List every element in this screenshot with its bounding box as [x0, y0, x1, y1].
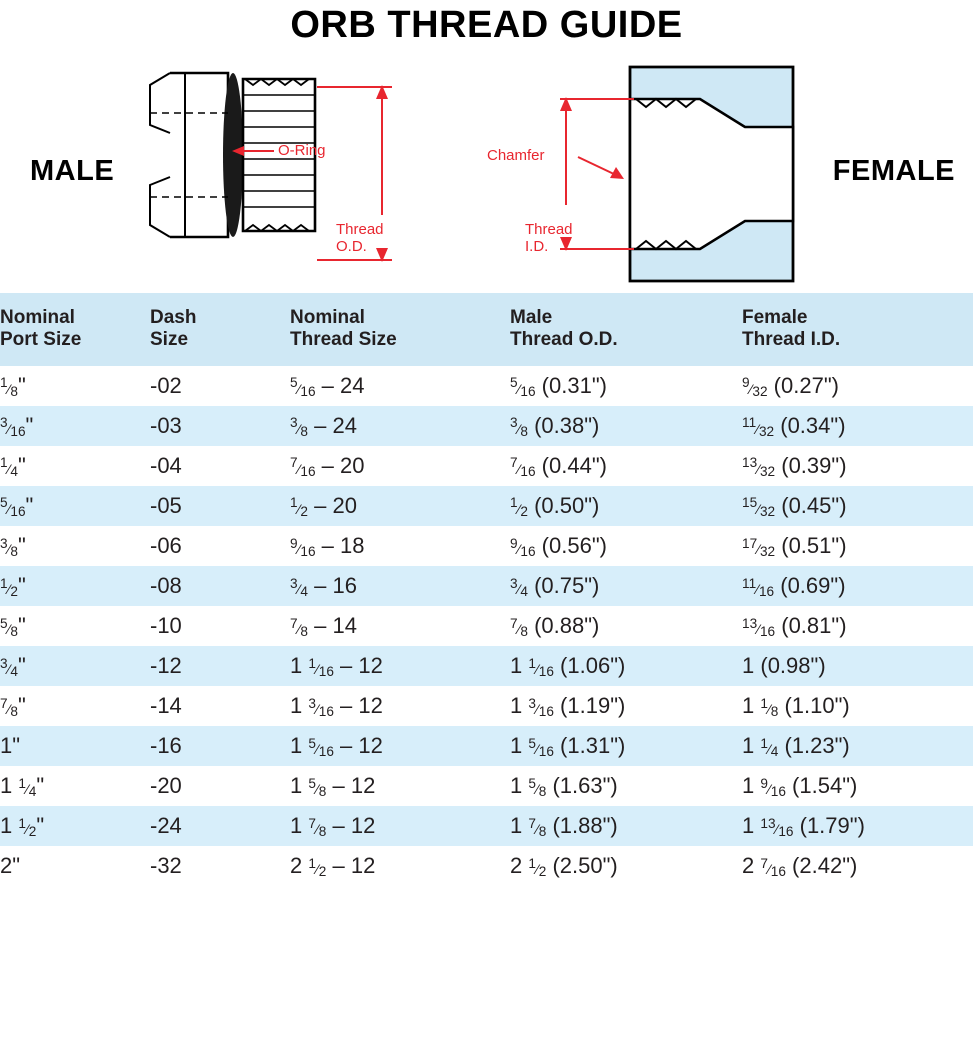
cell-nominal-thread-size: 3⁄4 – 16 [290, 572, 357, 599]
cell-nominal-thread-size: 1 3⁄16 – 12 [290, 693, 383, 719]
hidden-lines [150, 113, 228, 197]
cell-female-thread-id: 9⁄32 (0.27") [742, 372, 839, 399]
cell-male-thread-od: 7⁄16 (0.44") [510, 452, 607, 479]
col3-line1: Male [510, 307, 553, 328]
cell-nominal-port-size: 1⁄8" [0, 372, 26, 399]
col3-line2: Thread O.D. [510, 329, 618, 351]
cell-male-thread-od: 1⁄2 (0.50") [510, 492, 600, 519]
cell-female-thread-id: 1 9⁄16 (1.54") [742, 773, 858, 799]
cell-dash-size: -16 [150, 733, 182, 759]
cell-male-thread-od: 1 5⁄8 (1.63") [510, 773, 618, 799]
cell-nominal-thread-size: 7⁄8 – 14 [290, 613, 357, 639]
table-row [0, 646, 973, 686]
cell-female-thread-id: 13⁄16 (0.81") [742, 613, 847, 639]
cell-male-thread-od: 3⁄8 (0.38") [510, 412, 600, 439]
chamfer-leader [578, 157, 624, 179]
cell-male-thread-od: 1 3⁄16 (1.19") [510, 693, 626, 719]
table-row [0, 846, 973, 886]
cell-dash-size: -03 [150, 412, 182, 438]
table-row [0, 766, 973, 806]
o-ring-shape [223, 73, 243, 237]
thread-id-callout-line1: Thread [525, 221, 573, 238]
cell-nominal-port-size: 1 1⁄4" [0, 773, 45, 799]
cell-female-thread-id: 1 1⁄8 (1.10") [742, 693, 850, 719]
cell-male-thread-od: 7⁄8 (0.88") [510, 613, 600, 639]
cell-dash-size: -20 [150, 773, 182, 799]
cell-male-thread-od: 1 7⁄8 (1.88") [510, 813, 618, 839]
col1-line2: Size [150, 329, 189, 351]
cell-dash-size: -32 [150, 853, 182, 879]
table-row [0, 406, 973, 446]
col2-line1: Nominal [290, 307, 365, 328]
cell-nominal-port-size: 3⁄8" [0, 532, 26, 559]
cell-nominal-port-size: 1" [0, 733, 21, 759]
cell-nominal-port-size: 5⁄8" [0, 613, 26, 639]
cell-male-thread-od: 9⁄16 (0.56") [510, 532, 607, 559]
cell-nominal-port-size: 1 1⁄2" [0, 813, 45, 839]
cell-female-thread-id: 2 7⁄16 (2.42") [742, 853, 858, 879]
thread-od-callout-line2: O.D. [336, 237, 367, 255]
male-label: MALE [30, 155, 115, 187]
col2-line2: Thread Size [290, 329, 397, 351]
cell-female-thread-id: 11⁄16 (0.69") [742, 572, 846, 599]
thread-spec-table [0, 293, 973, 886]
cell-female-thread-id: 11⁄32 (0.34") [742, 412, 846, 439]
thread-id-callout-line2: I.D. [525, 237, 549, 255]
cell-nominal-thread-size: 5⁄16 – 24 [290, 372, 365, 399]
cell-nominal-thread-size: 1 5⁄8 – 12 [290, 773, 376, 799]
cell-dash-size: -12 [150, 653, 182, 679]
column-header-male-thread-od [510, 293, 742, 366]
cell-nominal-thread-size: 1 5⁄16 – 12 [290, 733, 383, 759]
cell-dash-size: -06 [150, 532, 182, 558]
cell-nominal-thread-size: 9⁄16 – 18 [290, 532, 365, 559]
cell-male-thread-od: 1 5⁄16 (1.31") [510, 733, 626, 759]
female-port-drawing [630, 67, 793, 281]
thread-diagram [0, 55, 973, 293]
table-row [0, 526, 973, 566]
thread-id-callout [525, 222, 573, 256]
chamfer-callout: Chamfer [487, 147, 545, 164]
thread-od-callout [336, 222, 384, 256]
cell-nominal-port-size: 3⁄16" [0, 412, 34, 439]
table-row [0, 686, 973, 726]
cell-nominal-port-size: 2" [0, 853, 21, 879]
cell-male-thread-od: 5⁄16 (0.31") [510, 372, 607, 399]
column-header-dash-size [150, 293, 290, 366]
cell-nominal-port-size: 1⁄4" [0, 452, 26, 479]
column-header-female-thread-id [742, 293, 973, 366]
table-row [0, 806, 973, 846]
cell-male-thread-od: 1 1⁄16 (1.06") [510, 653, 626, 679]
cell-female-thread-id: 1 1⁄4 (1.23") [742, 733, 850, 759]
table-body [0, 366, 973, 886]
table-row [0, 726, 973, 766]
cell-nominal-thread-size: 7⁄16 – 20 [290, 452, 365, 479]
page-title: ORB THREAD GUIDE [290, 4, 683, 46]
thread-od-callout-line1: Thread [336, 221, 384, 238]
male-fitting-drawing [150, 73, 228, 237]
cell-dash-size: -04 [150, 452, 182, 478]
cell-female-thread-id: 1 13⁄16 (1.79") [742, 813, 865, 839]
cell-dash-size: -24 [150, 813, 182, 839]
table-row [0, 366, 973, 406]
cell-dash-size: -14 [150, 693, 182, 719]
table-row [0, 446, 973, 486]
col0-line2: Port Size [0, 329, 82, 351]
cell-female-thread-id: 17⁄32 (0.51") [742, 532, 847, 559]
col4-line1: Female [742, 307, 808, 328]
cell-dash-size: -02 [150, 372, 182, 398]
cell-nominal-thread-size: 1⁄2 – 20 [290, 492, 357, 519]
cell-female-thread-id: 15⁄32 (0.45") [742, 492, 847, 519]
cell-nominal-thread-size: 2 1⁄2 – 12 [290, 853, 376, 879]
cell-nominal-thread-size: 1 1⁄16 – 12 [290, 653, 383, 679]
cell-nominal-thread-size: 1 7⁄8 – 12 [290, 813, 376, 839]
column-header-nominal-port-size [0, 293, 150, 366]
cell-nominal-thread-size: 3⁄8 – 24 [290, 412, 357, 439]
cell-dash-size: -10 [150, 613, 182, 639]
table-row [0, 606, 973, 646]
cell-nominal-port-size: 7⁄8" [0, 693, 26, 719]
table-header-row [0, 293, 973, 366]
cell-nominal-port-size: 5⁄16" [0, 492, 34, 519]
cell-female-thread-id: 1 (0.98") [742, 653, 826, 679]
o-ring-callout: O-Ring [278, 142, 326, 159]
cell-dash-size: -08 [150, 572, 182, 598]
cell-dash-size: -05 [150, 492, 182, 518]
female-label: FEMALE [832, 155, 955, 187]
cell-male-thread-od: 2 1⁄2 (2.50") [510, 853, 618, 879]
table-row [0, 566, 973, 606]
cell-male-thread-od: 3⁄4 (0.75") [510, 572, 600, 599]
col0-line1: Nominal [0, 307, 75, 328]
thread-diagram-svg [0, 55, 973, 293]
col4-line2: Thread I.D. [742, 329, 841, 351]
table-row [0, 486, 973, 526]
column-header-nominal-thread-size [290, 293, 510, 366]
cell-nominal-port-size: 3⁄4" [0, 653, 26, 679]
col1-line1: Dash [150, 307, 197, 328]
cell-female-thread-id: 13⁄32 (0.39") [742, 452, 847, 479]
cell-nominal-port-size: 1⁄2" [0, 572, 26, 599]
